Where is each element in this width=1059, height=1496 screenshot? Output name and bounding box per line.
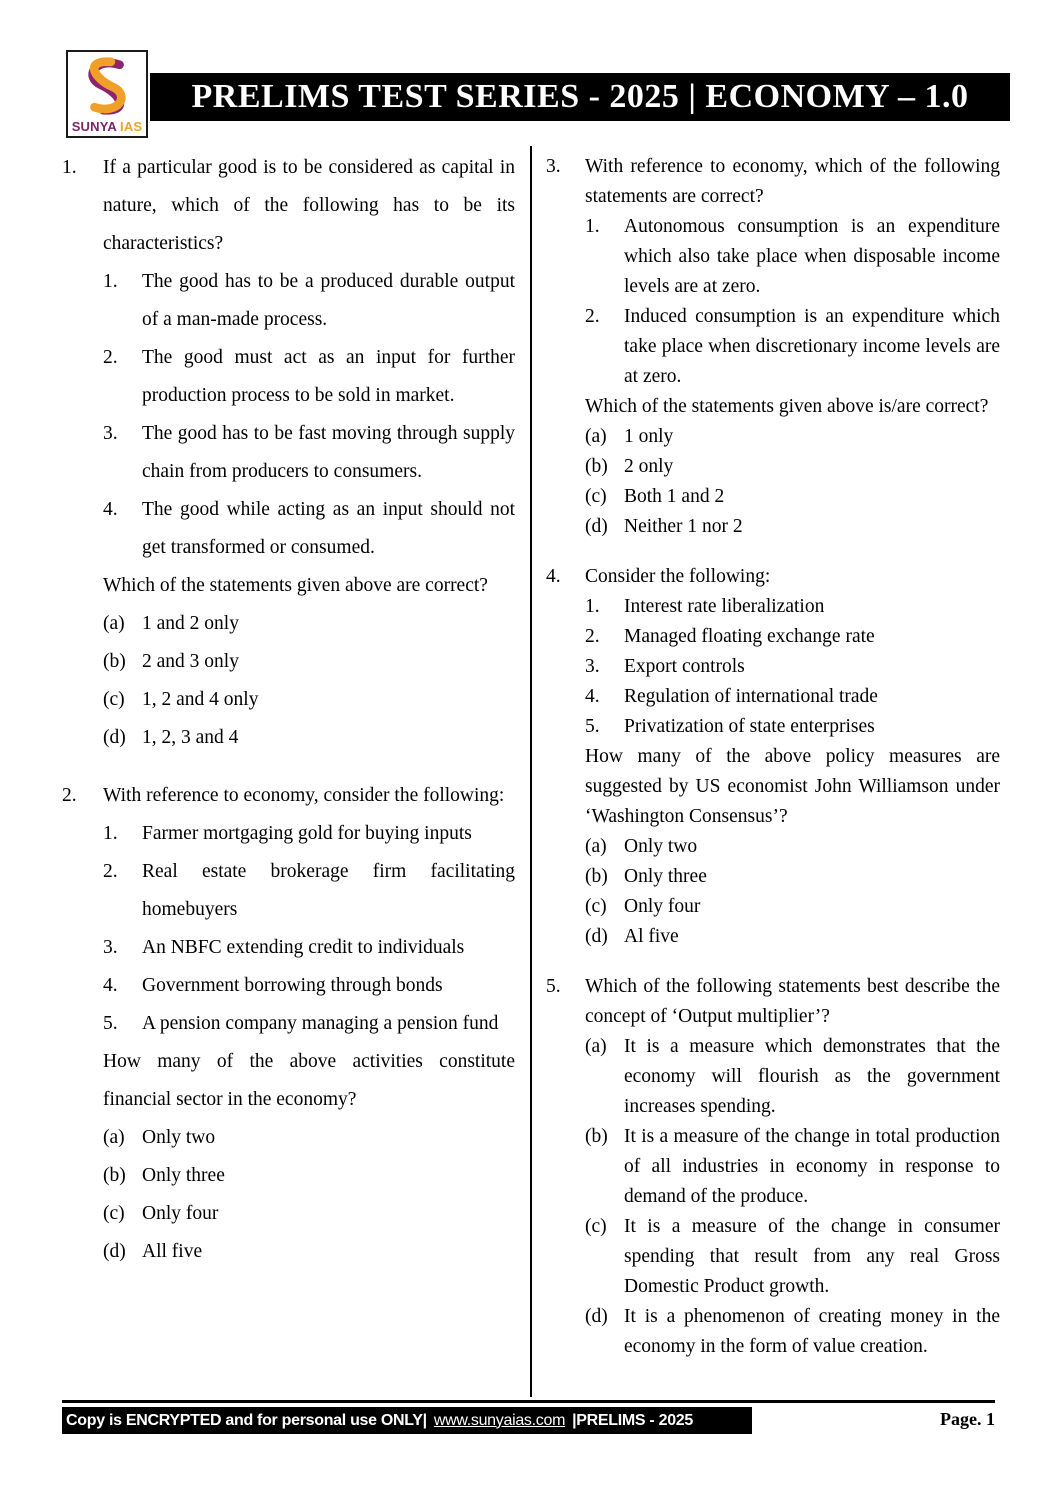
option-text: 1 only [624,426,674,447]
list-item-text: Farmer mortgaging gold for buying inputs [142,823,472,844]
option-label: (d) [585,926,608,947]
sunya-s-logo-icon [79,55,135,117]
question-substem: Which of the statements given above are correct? [103,575,488,596]
left-column [62,149,515,1271]
list-item [585,652,1000,682]
question-1 [62,149,515,757]
option-row [585,482,1000,512]
list-item-text: Induced consumption is an expenditure which take place when discretionary income levels are at zero. [624,306,1000,387]
list-item-text: Government borrowing through bonds [142,975,443,996]
list-item-number: 4. [103,499,118,520]
list-item-number: 4. [585,686,600,707]
option-row [585,512,1000,542]
option-text: Only two [142,1127,216,1148]
option-text: Al five [624,926,679,947]
question-substem: Which of the statements given above is/are correct? [585,396,989,417]
list-item-number: 2. [585,626,600,647]
option-label: (b) [585,866,608,887]
list-item-number: 1. [103,823,118,844]
option-row [585,1122,1000,1212]
question-number: 5. [546,976,561,997]
list-item-number: 3. [103,937,118,958]
list-item [103,491,515,567]
question-number: 4. [546,566,561,587]
list-item-number: 5. [103,1013,118,1034]
option-label: (c) [585,1216,607,1237]
list-item [103,929,515,967]
list-item-text: The good has to be fast moving through supply chain from producers to consumers. [142,423,515,482]
list-item-text: An NBFC extending credit to individuals [142,937,465,958]
list-item [585,592,1000,622]
list-item-number: 2. [103,861,118,882]
option-text: It is a measure of the change in consumer spending that result from any real Gross Domestic Product growth. [624,1216,1000,1297]
option-label: (a) [103,1127,125,1148]
option-label: (b) [585,456,608,477]
option-row [103,1195,515,1233]
option-row [103,643,515,681]
list-item-number: 3. [103,423,118,444]
list-item-number: 1. [585,216,600,237]
option-text: Neither 1 nor 2 [624,516,743,537]
option-text: 2 only [624,456,674,477]
list-item [103,339,515,415]
page-number: Page. 1 [940,1409,995,1429]
option-text: 1, 2 and 4 only [142,689,259,710]
footer-bar [62,1407,752,1434]
option-label: (b) [585,1126,608,1147]
question-substem: How many of the above policy measures are suggested by US economist John Williamson under ‘Washington Consensus’? [585,746,1000,827]
page-title: PRELIMS TEST SERIES - 2025 | ECONOMY – 1.0 [191,78,969,115]
list-item [103,415,515,491]
option-text: Only two [624,836,698,857]
list-item-text: The good must act as an input for further production process to be sold in market. [142,347,515,406]
footer-copy-text: Copy is ENCRYPTED and for personal use ONLY| [66,1411,427,1429]
list-item-text: Real estate brokerage firm facilitating homebuyers [142,861,515,920]
footer-url-link[interactable]: www.sunyaias.com [433,1411,566,1429]
option-row [585,452,1000,482]
question-number: 3. [546,156,561,177]
list-item-number: 2. [103,347,118,368]
option-text: 2 and 3 only [142,651,239,672]
option-row [103,1119,515,1157]
list-item-number: 5. [585,716,600,737]
option-row [585,422,1000,452]
question-number: 1. [62,157,77,178]
option-row [103,1233,515,1271]
option-label: (c) [585,896,607,917]
option-label: (a) [103,613,125,634]
list-item-text: Autonomous consumption is an expenditure which also take place when disposable income levels are at zero. [624,216,1000,297]
option-row [103,605,515,643]
option-row [585,1032,1000,1122]
question-stem: With reference to economy, consider the following: [103,785,505,806]
option-label: (c) [585,486,607,507]
option-text: It is a measure of the change in total production of all industries in economy in response to demand of the produce. [624,1126,1000,1207]
list-item-text: Interest rate liberalization [624,596,825,617]
logo-text-ias: IAS [120,119,143,134]
option-label: (b) [103,651,126,672]
option-text: 1 and 2 only [142,613,239,634]
list-item [103,967,515,1005]
option-row [103,681,515,719]
option-row [585,1302,1000,1362]
list-item [585,212,1000,302]
question-4 [546,562,1000,952]
option-text: Only four [624,896,701,917]
question-3 [546,152,1000,542]
question-stem: If a particular good is to be considered as capital in nature, which of the following has to be its characteristics? [103,157,515,254]
option-text: Only three [142,1165,225,1186]
option-text: It is a phenomenon of creating money in the economy in the form of value creation. [624,1306,1000,1357]
list-item-text: Privatization of state enterprises [624,716,875,737]
list-item [103,853,515,929]
option-text: It is a measure which demonstrates that the economy will flourish as the government increases spending. [624,1036,1000,1117]
list-item [585,682,1000,712]
option-label: (d) [103,1241,126,1262]
option-label: (a) [585,426,607,447]
option-row [585,922,1000,952]
option-text: Only three [624,866,707,887]
option-row [585,1212,1000,1302]
option-text: 1, 2, 3 and 4 [142,727,239,748]
list-item [103,263,515,339]
option-text: Both 1 and 2 [624,486,725,507]
option-label: (c) [103,1203,125,1224]
list-item-number: 4. [103,975,118,996]
question-stem: Which of the following statements best describe the concept of ‘Output multiplier’? [585,976,1000,1027]
option-text: Only four [142,1203,219,1224]
column-divider [530,146,532,1397]
list-item-text: Managed floating exchange rate [624,626,875,647]
option-row [585,862,1000,892]
list-item-text: Export controls [624,656,745,677]
logo-text-sunya: SUNYA [71,119,118,134]
logo-text [72,119,143,134]
option-label: (a) [585,836,607,857]
option-label: (d) [585,516,608,537]
question-number: 2. [62,785,77,806]
option-text: All five [142,1241,203,1262]
footer-rule [62,1400,995,1403]
list-item-number: 3. [585,656,600,677]
question-stem: With reference to economy, which of the following statements are correct? [585,156,1000,207]
option-label: (d) [585,1306,608,1327]
list-item [585,712,1000,742]
option-row [103,1157,515,1195]
question-substem: How many of the above activities constitute financial sector in the economy? [103,1051,515,1110]
list-item-text: Regulation of international trade [624,686,878,707]
option-row [585,892,1000,922]
list-item-text: The good while acting as an input should not get transformed or consumed. [142,499,515,558]
header-logo [66,50,148,138]
question-5 [546,972,1000,1362]
list-item [585,302,1000,392]
list-item-text: The good has to be a produced durable output of a man-made process. [142,271,515,330]
right-column [546,152,1000,1362]
question-2 [62,777,515,1271]
option-label: (b) [103,1165,126,1186]
list-item [103,1005,515,1043]
list-item [103,815,515,853]
list-item [585,622,1000,652]
header-banner [150,73,1010,121]
footer-series-text: |PRELIMS - 2025 [572,1411,694,1429]
list-item-number: 1. [103,271,118,292]
option-row [585,832,1000,862]
question-stem: Consider the following: [585,566,771,587]
option-label: (d) [103,727,126,748]
list-item-text: A pension company managing a pension fund [142,1013,499,1034]
option-row [103,719,515,757]
option-label: (a) [585,1036,607,1057]
list-item-number: 1. [585,596,600,617]
list-item-number: 2. [585,306,600,327]
option-label: (c) [103,689,125,710]
